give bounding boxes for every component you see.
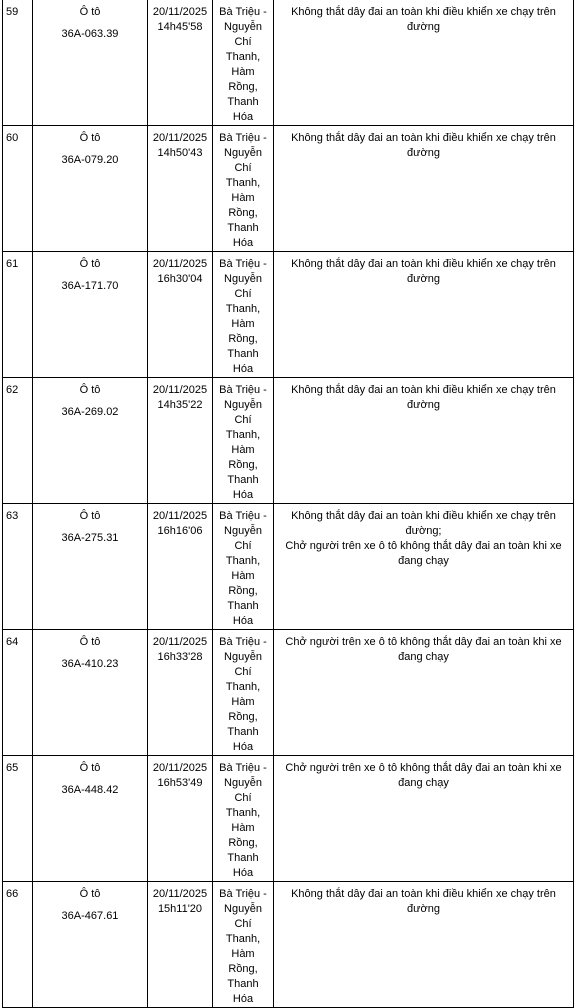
vehicle-type: Ô tô xyxy=(79,6,101,18)
violation-cell xyxy=(274,630,574,756)
row-number: 66 xyxy=(3,882,33,1008)
location-cell xyxy=(213,756,274,882)
location-line: Bà Triệu - xyxy=(219,6,267,18)
violation-cell xyxy=(274,0,574,126)
license-plate: 36A-467.61 xyxy=(61,910,119,922)
vehicle-type: Ô tô xyxy=(79,510,101,522)
violation-date: 20/11/2025 xyxy=(152,132,208,144)
row-number: 61 xyxy=(3,252,33,378)
location-line: Thanh Hóa xyxy=(227,852,259,879)
violation-time: 16h33'28 xyxy=(157,651,203,663)
datetime-cell xyxy=(148,882,213,1008)
location-line: Nguyễn xyxy=(224,525,262,537)
violation-table-body xyxy=(3,0,574,1008)
location-cell xyxy=(213,630,274,756)
location-line: Rồng, xyxy=(228,81,258,93)
location-line: Bà Triệu - xyxy=(219,762,267,774)
location-line: Hàm xyxy=(231,570,255,582)
violation-date: 20/11/2025 xyxy=(152,6,208,18)
datetime-cell xyxy=(148,630,213,756)
vehicle-cell xyxy=(33,126,148,252)
location-line: Hàm xyxy=(231,66,255,78)
license-plate: 36A-063.39 xyxy=(61,28,119,40)
vehicle-cell xyxy=(33,504,148,630)
location-line: Thanh Hóa xyxy=(227,222,259,249)
license-plate: 36A-079.20 xyxy=(61,154,119,166)
location-line: Hàm xyxy=(231,822,255,834)
violation-date: 20/11/2025 xyxy=(152,510,208,522)
violation-date: 20/11/2025 xyxy=(152,384,208,396)
location-line: Chí Thanh, xyxy=(225,918,261,945)
vehicle-cell xyxy=(33,630,148,756)
location-line: Hàm xyxy=(231,948,255,960)
location-line: Rồng, xyxy=(228,837,258,849)
vehicle-cell xyxy=(33,252,148,378)
violation-text: Không thắt dây đai an toàn khi điều khiển xe chạy trên đường xyxy=(291,888,556,915)
violation-text: Không thắt dây đai an toàn khi điều khiển xe chạy trên đường xyxy=(291,132,556,159)
violation-date: 20/11/2025 xyxy=(152,762,208,774)
location-line: Thanh Hóa xyxy=(227,726,259,753)
table-row xyxy=(3,126,574,252)
location-line: Nguyễn xyxy=(224,399,262,411)
violation-text: Chở người trên xe ô tô không thắt dây đai an toàn khi xe đang chạy xyxy=(285,540,562,567)
datetime-cell xyxy=(148,756,213,882)
violation-time: 14h50'43 xyxy=(157,147,203,159)
location-line: Bà Triệu - xyxy=(219,258,267,270)
location-line: Thanh Hóa xyxy=(227,600,259,627)
location-line: Bà Triệu - xyxy=(219,132,267,144)
violation-time: 14h45'58 xyxy=(157,21,203,33)
license-plate: 36A-410.23 xyxy=(61,658,119,670)
location-line: Nguyễn xyxy=(224,651,262,663)
vehicle-type: Ô tô xyxy=(79,888,101,900)
location-cell xyxy=(213,504,274,630)
row-number: 65 xyxy=(3,756,33,882)
location-line: Rồng, xyxy=(228,333,258,345)
location-line: Rồng, xyxy=(228,711,258,723)
location-line: Thanh Hóa xyxy=(227,474,259,501)
violation-time: 16h16'06 xyxy=(157,525,203,537)
violation-text: Chở người trên xe ô tô không thắt dây đai an toàn khi xe đang chạy xyxy=(285,636,562,663)
datetime-cell xyxy=(148,378,213,504)
violation-cell xyxy=(274,882,574,1008)
violation-text: Không thắt dây đai an toàn khi điều khiển xe chạy trên đường xyxy=(291,6,556,33)
vehicle-cell xyxy=(33,378,148,504)
table-row xyxy=(3,882,574,1008)
location-line: Bà Triệu - xyxy=(219,510,267,522)
location-line: Chí Thanh, xyxy=(225,162,261,189)
location-line: Thanh Hóa xyxy=(227,978,259,1005)
location-line: Hàm xyxy=(231,696,255,708)
location-line: Chí Thanh, xyxy=(225,792,261,819)
table-row xyxy=(3,630,574,756)
violation-cell xyxy=(274,252,574,378)
violation-table xyxy=(2,0,574,1008)
location-line: Hàm xyxy=(231,318,255,330)
row-number: 59 xyxy=(3,0,33,126)
violation-time: 16h30'04 xyxy=(157,273,203,285)
location-line: Rồng, xyxy=(228,585,258,597)
vehicle-type: Ô tô xyxy=(79,384,101,396)
violation-time: 14h35'22 xyxy=(157,399,203,411)
location-cell xyxy=(213,126,274,252)
table-row xyxy=(3,252,574,378)
violation-date: 20/11/2025 xyxy=(152,888,208,900)
datetime-cell xyxy=(148,504,213,630)
violation-cell xyxy=(274,378,574,504)
location-line: Bà Triệu - xyxy=(219,888,267,900)
violation-date: 20/11/2025 xyxy=(152,636,208,648)
violation-text: Không thắt dây đai an toàn khi điều khiển xe chạy trên đường; xyxy=(291,510,556,537)
violation-text: Không thắt dây đai an toàn khi điều khiển xe chạy trên đường xyxy=(291,258,556,285)
location-line: Chí Thanh, xyxy=(225,540,261,567)
location-line: Chí Thanh, xyxy=(225,414,261,441)
violation-date: 20/11/2025 xyxy=(152,258,208,270)
location-line: Rồng, xyxy=(228,963,258,975)
location-line: Thanh Hóa xyxy=(227,348,259,375)
datetime-cell xyxy=(148,0,213,126)
table-row xyxy=(3,0,574,126)
location-line: Bà Triệu - xyxy=(219,636,267,648)
location-cell xyxy=(213,0,274,126)
license-plate: 36A-269.02 xyxy=(61,406,119,418)
row-number: 60 xyxy=(3,126,33,252)
datetime-cell xyxy=(148,126,213,252)
location-line: Nguyễn xyxy=(224,273,262,285)
license-plate: 36A-171.70 xyxy=(61,280,119,292)
location-line: Chí Thanh, xyxy=(225,666,261,693)
location-line: Nguyễn xyxy=(224,777,262,789)
license-plate: 36A-448.42 xyxy=(61,784,119,796)
vehicle-cell xyxy=(33,0,148,126)
location-line: Nguyễn xyxy=(224,903,262,915)
violation-text: Không thắt dây đai an toàn khi điều khiển xe chạy trên đường xyxy=(291,384,556,411)
location-line: Thanh Hóa xyxy=(227,96,259,123)
vehicle-type: Ô tô xyxy=(79,258,101,270)
license-plate: 36A-275.31 xyxy=(61,532,119,544)
row-number: 63 xyxy=(3,504,33,630)
location-cell xyxy=(213,882,274,1008)
vehicle-cell xyxy=(33,756,148,882)
violation-cell xyxy=(274,756,574,882)
location-line: Hàm xyxy=(231,444,255,456)
table-row xyxy=(3,378,574,504)
location-line: Rồng, xyxy=(228,207,258,219)
location-cell xyxy=(213,252,274,378)
location-line: Bà Triệu - xyxy=(219,384,267,396)
location-line: Rồng, xyxy=(228,459,258,471)
violation-cell xyxy=(274,126,574,252)
violation-cell xyxy=(274,504,574,630)
violation-time: 16h53'49 xyxy=(157,777,203,789)
vehicle-type: Ô tô xyxy=(79,636,101,648)
vehicle-type: Ô tô xyxy=(79,132,101,144)
violation-text: Chở người trên xe ô tô không thắt dây đai an toàn khi xe đang chạy xyxy=(285,762,562,789)
datetime-cell xyxy=(148,252,213,378)
vehicle-type: Ô tô xyxy=(79,762,101,774)
location-line: Hàm xyxy=(231,192,255,204)
location-line: Chí Thanh, xyxy=(225,288,261,315)
table-row xyxy=(3,504,574,630)
row-number: 64 xyxy=(3,630,33,756)
table-row xyxy=(3,756,574,882)
vehicle-cell xyxy=(33,882,148,1008)
row-number: 62 xyxy=(3,378,33,504)
location-line: Nguyễn xyxy=(224,147,262,159)
location-line: Nguyễn xyxy=(224,21,262,33)
location-cell xyxy=(213,378,274,504)
violation-time: 15h11'20 xyxy=(157,903,203,915)
location-line: Chí Thanh, xyxy=(225,36,261,63)
